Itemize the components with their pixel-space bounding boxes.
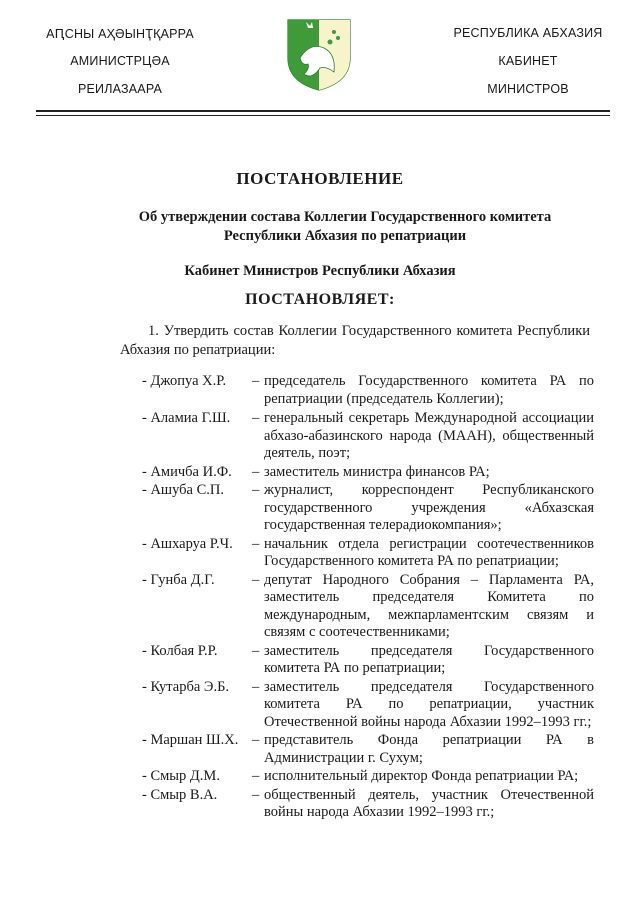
member-description: генеральный секретарь Международной ассоциации абхазо-абазинского народа (МААН), общественный деятель, поэт; <box>264 410 594 461</box>
member-description: начальник отдела регистрации соотечественников Государственного комитета РА по репатриации; <box>264 535 594 569</box>
member-row <box>124 679 594 732</box>
document-subject <box>80 208 610 246</box>
member-row <box>124 643 594 678</box>
member-dash: – <box>252 373 260 389</box>
header-left-line-3: РЕИЛАЗААРА <box>77 82 163 96</box>
resolves-heading: ПОСТАНОВЛЯЕТ: <box>245 291 395 308</box>
member-description: заместитель председателя Государственного комитета РА по репатриации, участник Отечественной войны народа Абхазии 1992–1993 гг.; <box>264 678 594 730</box>
member-name: - Смыр Д.М. <box>142 768 220 784</box>
member-name: - Маршан Ш.Х. <box>142 732 239 748</box>
member-row <box>124 536 594 571</box>
member-name: - Ашуба С.П. <box>142 482 224 498</box>
member-dash: – <box>252 678 260 695</box>
member-row <box>124 464 594 482</box>
member-description: заместитель председателя Государственного комитета РА по репатриации; <box>264 642 594 676</box>
issuer-line: Кабинет Министров Республики Абхазия <box>184 263 456 279</box>
member-description: председатель Государственного комитета РА по репатриации (председатель Коллегии); <box>264 373 594 407</box>
subject-line-2: Республики Абхазия по репатриации <box>223 228 467 244</box>
header-divider-thick <box>36 110 610 112</box>
member-name: - Аламиа Г.Ш. <box>142 410 231 426</box>
header-right-line-1: РЕСПУБЛИКА АБХАЗИЯ <box>453 26 603 40</box>
member-dash: – <box>252 410 260 426</box>
header-left-line-2: АМИНИСТРЦӘА <box>70 54 170 68</box>
member-row <box>124 787 594 822</box>
subject-line-1: Об утверждении состава Коллегии Государственного комитета <box>138 209 552 225</box>
member-name: - Ашхаруа Р.Ч. <box>142 535 233 552</box>
member-dash: – <box>252 786 260 803</box>
header-right-line-3: МИНИСТРОВ <box>487 82 569 96</box>
document-title: ПОСТАНОВЛЕНИЕ <box>236 169 404 188</box>
member-row <box>124 768 594 786</box>
member-row <box>124 373 594 408</box>
paragraph-1: 1. Утвердить состав Коллегии Государственного комитета Республики Абхазия по репатриации: <box>120 323 590 358</box>
member-dash: – <box>252 571 260 588</box>
member-name: - Кутарба Э.Б. <box>142 678 230 695</box>
member-row <box>124 410 594 463</box>
members-list <box>124 373 594 822</box>
member-description: общественный деятель, участник Отечественной войны народа Абхазии 1992–1993 гг.; <box>264 786 594 820</box>
member-dash: – <box>252 482 260 498</box>
member-description: журналист, корреспондент Республиканского государственного учреждения «Абхазская государственная телерадиокомпания»; <box>264 482 594 533</box>
member-row <box>124 732 594 767</box>
member-description: заместитель министра финансов РА; <box>264 463 490 480</box>
header-left-line-1: АԤСНЫ АҲӘЫНҬҚАРРА <box>46 27 194 41</box>
member-dash: – <box>252 768 260 784</box>
member-name: - Джопуа Х.Р. <box>142 373 227 389</box>
member-name: - Амичба И.Ф. <box>142 463 232 480</box>
member-row <box>124 482 594 535</box>
header-right-block <box>448 26 608 110</box>
member-description: исполнительный директор Фонда репатриации РА; <box>264 768 579 784</box>
header-right-line-2: КАБИНЕТ <box>498 54 558 68</box>
member-name: - Смыр В.А. <box>142 786 218 803</box>
member-row <box>124 572 594 642</box>
member-dash: – <box>252 535 260 552</box>
member-dash: – <box>252 732 260 748</box>
member-name: - Колбая Р.Р. <box>142 642 218 659</box>
header-divider-thin <box>36 115 610 116</box>
member-description: представитель Фонда репатриации РА в Администрации г. Сухум; <box>264 732 594 766</box>
emblem-icon <box>286 18 352 92</box>
member-name: - Гунба Д.Г. <box>142 571 215 588</box>
member-description: депутат Народного Собрания – Парламента РА, заместитель председателя Комитета по международным, межпарламентским связям и связям с соотечественниками; <box>264 571 594 640</box>
member-dash: – <box>252 642 260 659</box>
header-left-block <box>40 26 200 110</box>
member-dash: – <box>252 463 260 480</box>
